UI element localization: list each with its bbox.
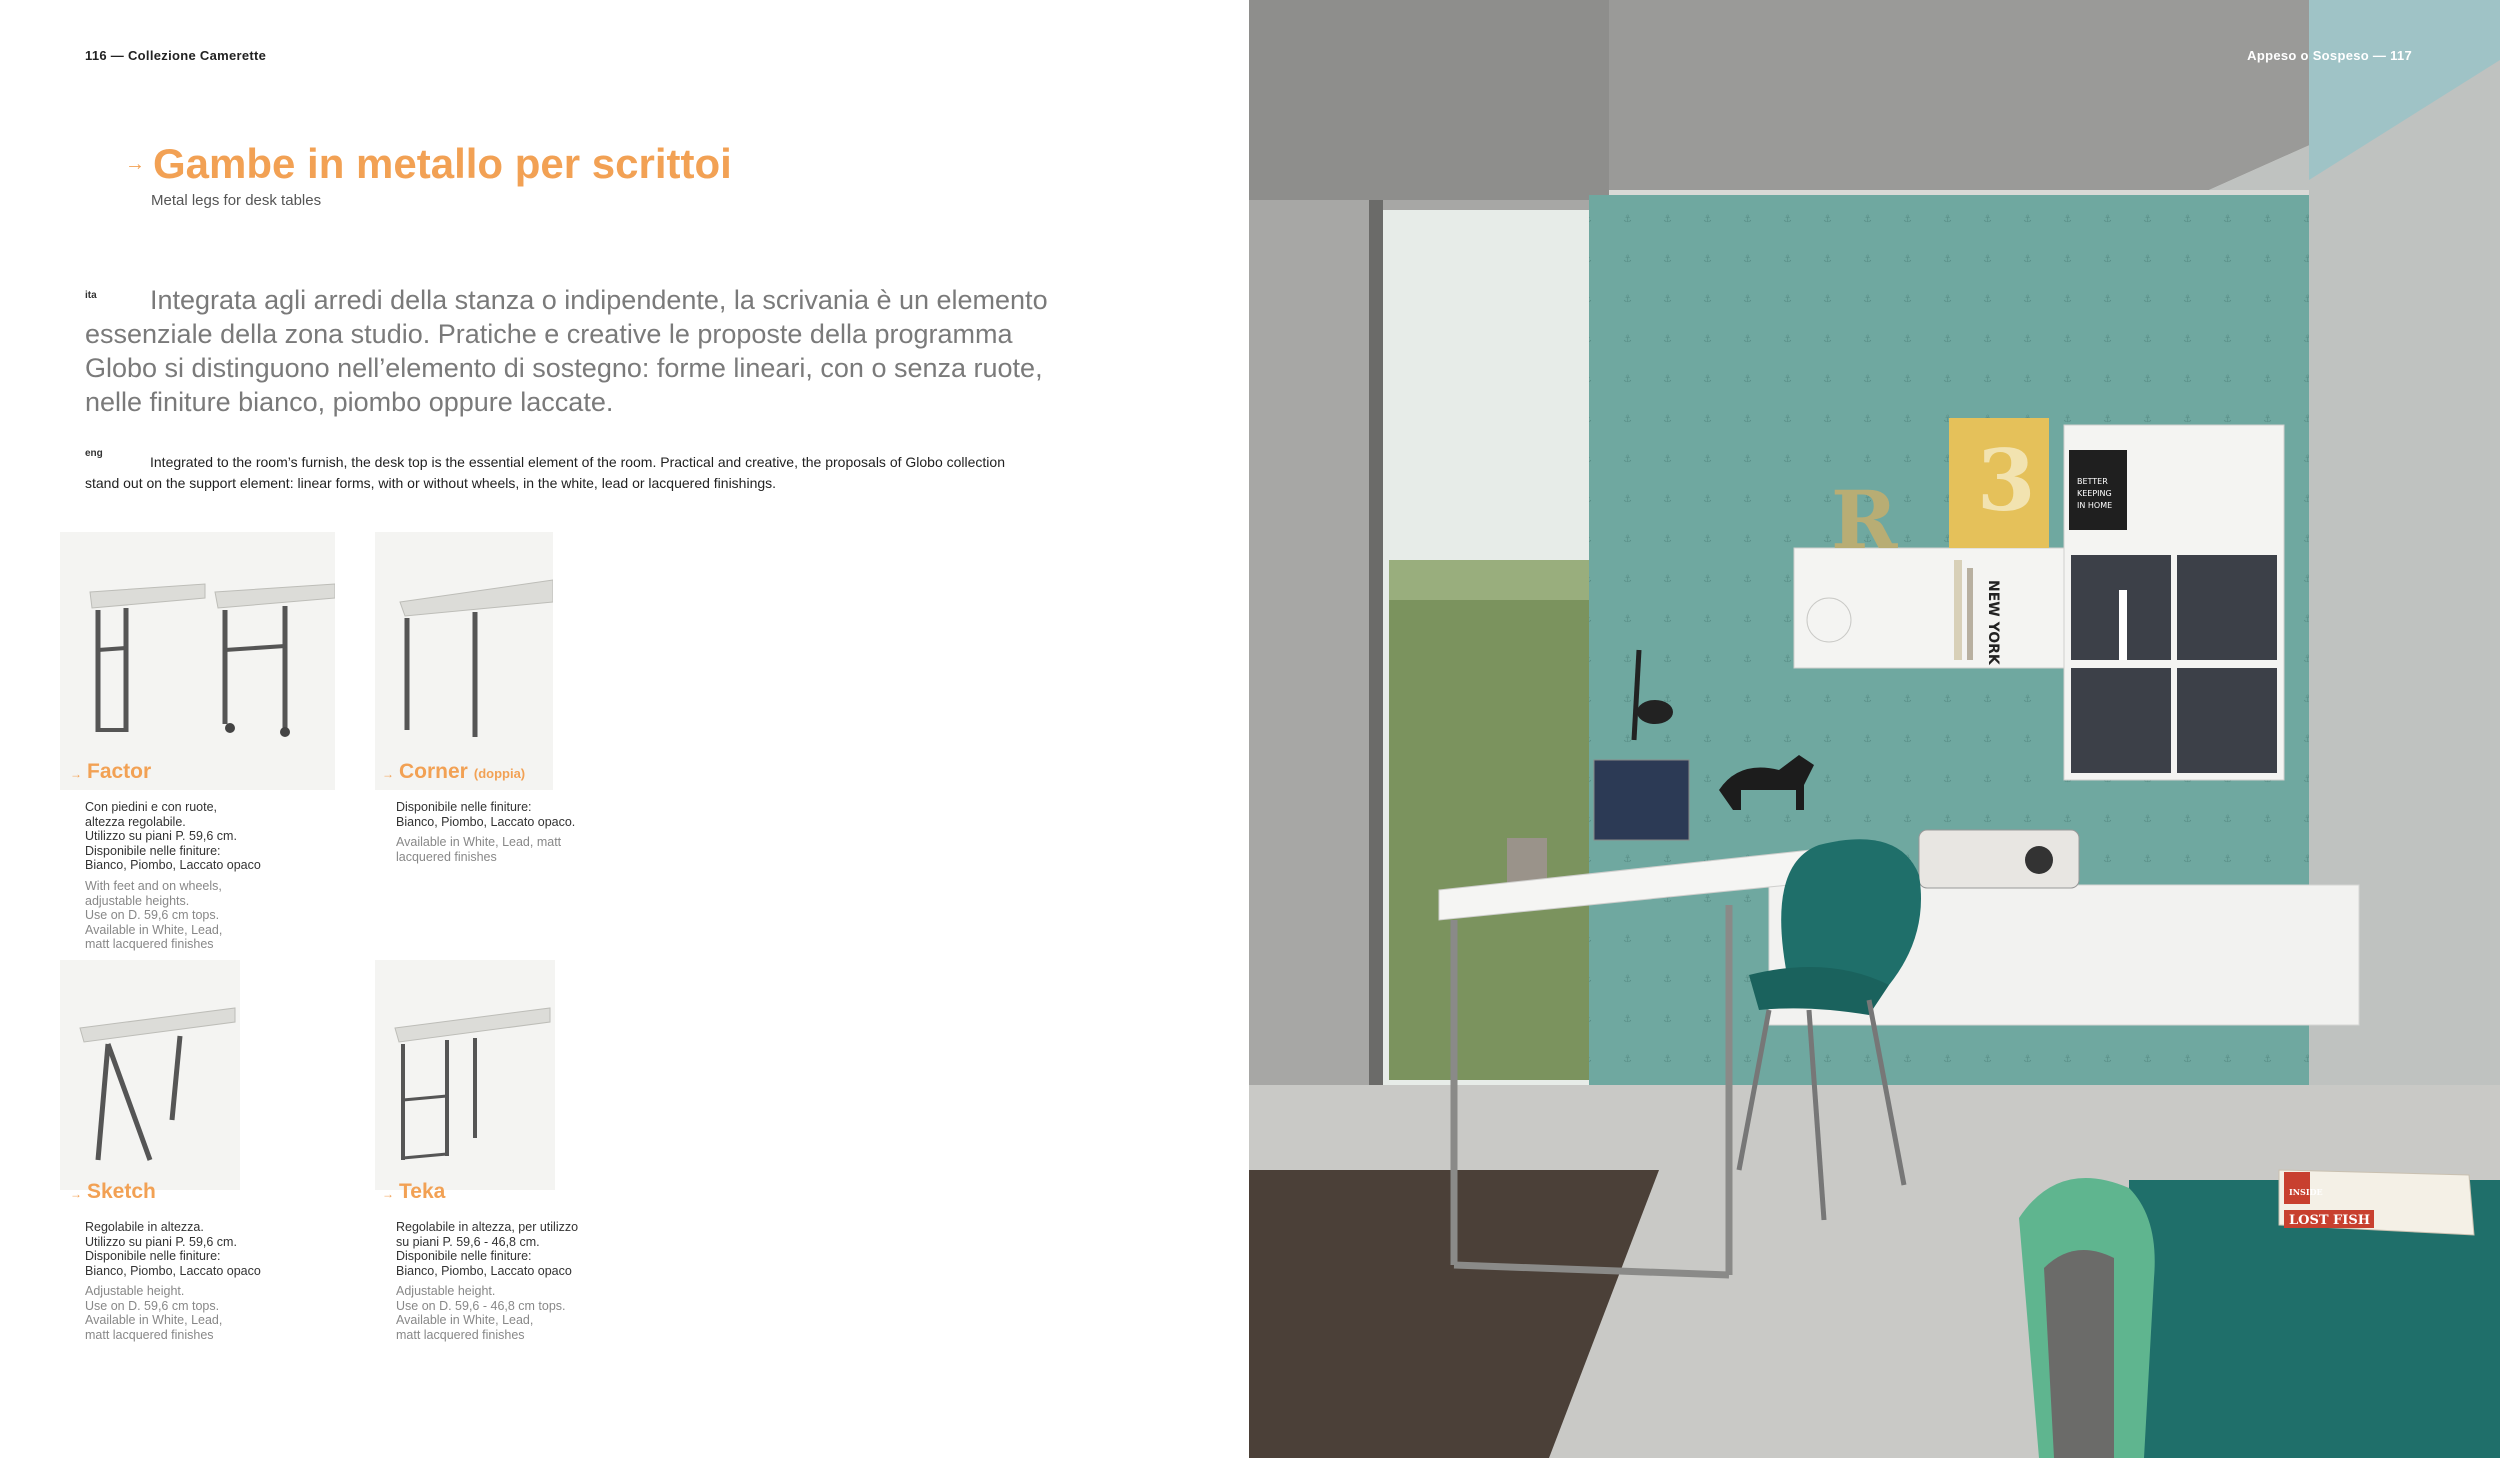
factor-desk-illustration	[60, 532, 335, 790]
desc-line: su piani P. 59,6 - 46,8 cm.	[396, 1234, 540, 1249]
desc-line: Adjustable height.	[85, 1284, 185, 1298]
corner-image	[375, 532, 553, 790]
arrow-icon: →	[382, 767, 394, 781]
mug-text-3: IN HOME	[2077, 501, 2113, 510]
product-name: Sketch	[87, 1180, 156, 1203]
corner-desc-ita	[396, 800, 575, 829]
desc-line: Disponibile nelle finiture:	[396, 800, 532, 814]
book-spine-text: NEW YORK	[1985, 580, 2001, 665]
desc-line: Available in White, Lead,	[396, 1313, 534, 1327]
desc-line: Available in White, Lead,	[85, 1313, 223, 1327]
corner-desc-eng	[396, 835, 561, 864]
factor-desc-eng	[85, 879, 222, 952]
eng-paragraph: Integrated to the room’s furnish, the desk top is the essential element of the room. Practical and creative, the proposals of Globo collection stand out on the support element: linear forms, with or without wheels, in the white, lead or lacquered finishings.	[85, 454, 1005, 491]
product-name-extra: (doppia)	[473, 766, 526, 781]
factor-image	[60, 532, 335, 790]
arrow-icon: →	[70, 767, 82, 781]
factor-desc-ita	[85, 800, 261, 873]
teka-desc-eng	[396, 1284, 566, 1342]
desc-line: Regolabile in altezza.	[85, 1220, 204, 1234]
desc-line: Disponibile nelle finiture:	[85, 843, 221, 858]
desc-line: Disponibile nelle finiture:	[396, 1249, 532, 1263]
desc-line: lacquered finishes	[396, 849, 497, 864]
page-folio-left: 116 — Collezione Camerette	[85, 48, 267, 63]
decor-letter: R	[1831, 473, 1898, 567]
book-top-text: INSIDE	[2289, 1187, 2323, 1197]
room-illustration	[1249, 0, 2500, 1458]
product-name: Corner	[399, 760, 468, 783]
title-row	[125, 140, 732, 188]
desc-line: Bianco, Piombo, Laccato opaco.	[396, 814, 576, 829]
room-photo	[1249, 0, 2500, 1458]
page-subtitle: Metal legs for desk tables	[151, 192, 322, 209]
desc-line: Bianco, Piombo, Laccato opaco	[85, 858, 261, 872]
desc-line: matt lacquered finishes	[85, 937, 214, 951]
desc-line: Available in White, Lead,	[85, 922, 223, 937]
ita-paragraph: Integrata agli arredi della stanza o indipendente, la scrivania è un elemento essenziale della zona studio. Pratiche e creative le proposte della programma Globo si distinguono nell’elemento di sostegno: forme lineari, con o senza ruote, nelle finiture bianco, piombo oppure laccate.	[85, 285, 1048, 417]
desc-line: Disponibile nelle finiture:	[85, 1249, 221, 1263]
ita-language-label: ita	[85, 290, 97, 301]
mug-text-1: BETTER	[2077, 477, 2108, 486]
desc-line: altezza regolabile.	[85, 814, 186, 829]
arrow-icon: →	[125, 152, 145, 175]
sketch-desk-illustration	[60, 960, 240, 1190]
corner-desk-illustration	[375, 532, 553, 790]
sketch-image	[60, 960, 240, 1190]
desc-line: Con piedini e con ruote,	[85, 800, 218, 814]
arrow-icon: →	[382, 1187, 394, 1201]
sketch-desc-eng	[85, 1284, 222, 1342]
sketch-title	[70, 1180, 156, 1204]
desc-line: matt lacquered finishes	[396, 1327, 525, 1342]
desc-line: Use on D. 59,6 cm tops.	[85, 908, 220, 922]
desc-line: Use on D. 59,6 - 46,8 cm tops.	[396, 1298, 566, 1313]
desc-line: Bianco, Piombo, Laccato opaco	[85, 1263, 261, 1278]
corner-title	[382, 760, 525, 784]
desc-line: Utilizzo su piani P. 59,6 cm.	[85, 829, 237, 843]
poster-number: 3	[1977, 431, 2036, 530]
page-title: Gambe in metallo per scrittoi	[153, 140, 732, 187]
desc-line: Available in White, Lead, matt	[396, 835, 562, 849]
teka-title	[382, 1180, 445, 1204]
sketch-desc-ita	[85, 1220, 261, 1278]
desc-line: Bianco, Piombo, Laccato opaco	[396, 1263, 572, 1278]
desc-line: matt lacquered finishes	[85, 1327, 214, 1342]
mug-text-2: KEEPING	[2077, 489, 2112, 498]
desc-line: With feet and on wheels,	[85, 879, 222, 893]
left-page	[0, 0, 1249, 1458]
teka-desc-ita	[396, 1220, 578, 1278]
desc-line: adjustable heights.	[85, 893, 190, 908]
eng-language-label: eng	[85, 448, 103, 459]
desc-line: Utilizzo su piani P. 59,6 cm.	[85, 1234, 237, 1249]
product-name: Factor	[87, 760, 152, 783]
desc-line: Regolabile in altezza, per utilizzo	[396, 1220, 579, 1234]
teka-image	[375, 960, 555, 1190]
book-title-text: LOST FISH	[2289, 1213, 2371, 1228]
arrow-icon: →	[70, 1187, 82, 1201]
teka-desk-illustration	[375, 960, 555, 1190]
desc-line: Use on D. 59,6 cm tops.	[85, 1298, 220, 1313]
desc-line: Adjustable height.	[396, 1284, 496, 1298]
factor-title	[70, 760, 151, 784]
page-folio-right: Appeso o Sospeso — 117	[2247, 48, 2412, 63]
product-name: Teka	[399, 1180, 446, 1203]
